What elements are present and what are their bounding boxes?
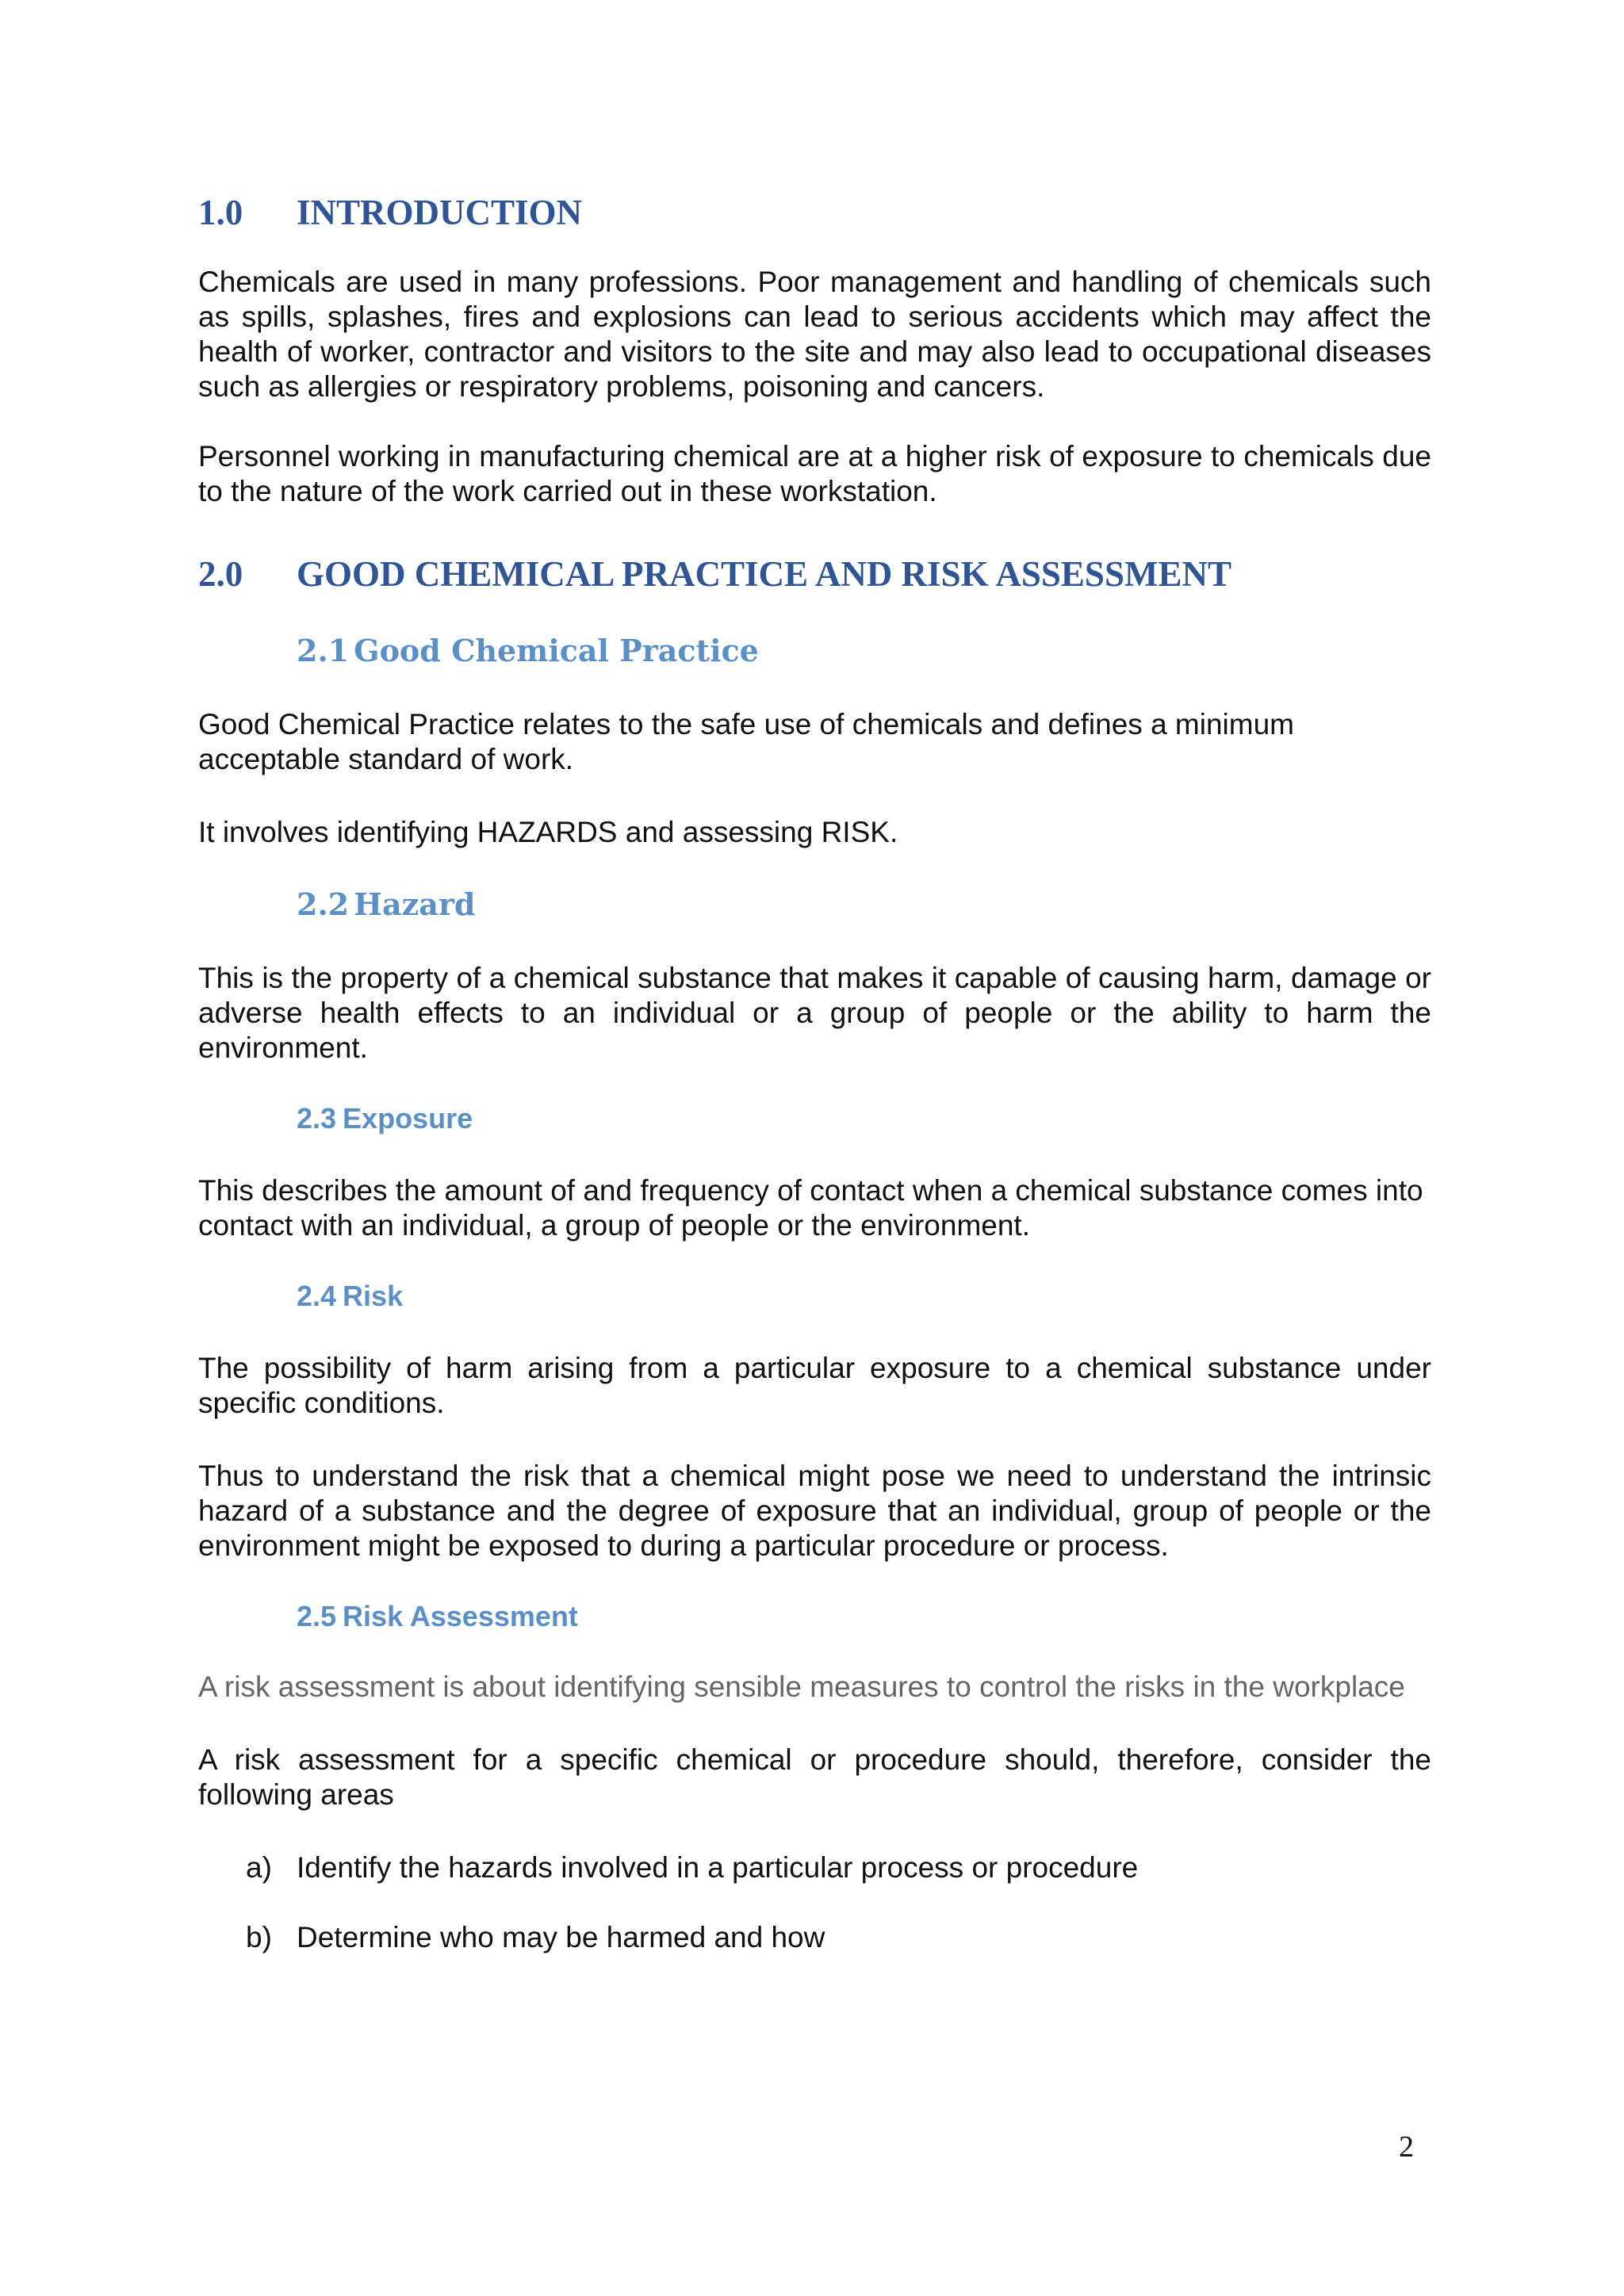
section-title: GOOD CHEMICAL PRACTICE AND RISK ASSESSMENT [297, 554, 1231, 594]
page-number: 2 [1399, 2130, 1414, 2164]
subsection-heading-hazard [297, 885, 1431, 924]
subsection-heading-risk [297, 1278, 1431, 1314]
risk-assessment-paragraph-1: A risk assessment is about identifying sensible measures to control the risks in the workplace [198, 1670, 1405, 1703]
intro-paragraph-1: Chemicals are used in many professions. Poor management and handling of chemicals such as spills, splashes, fires and explosions can lead to serious accidents which may affect the health of worker, contractor and visitors to the site and may also lead to occupational diseases such as allergies or respiratory problems, poisoning and cancers. [198, 266, 1431, 403]
subsection-number: 2.1 [297, 633, 350, 668]
subsection-title: Hazard [354, 886, 476, 922]
subsection-number: 2.3 [297, 1102, 337, 1135]
section-heading-introduction [198, 190, 1431, 235]
risk-assessment-list [198, 1850, 1431, 1955]
good-practice-paragraph-2: It involves identifying HAZARDS and assessing RISK. [198, 816, 898, 848]
list-item-text: Determine who may be harmed and how [297, 1921, 825, 1954]
list-marker: a) [246, 1851, 272, 1884]
subsection-number: 2.5 [297, 1600, 337, 1632]
subsection-number: 2.2 [297, 886, 350, 922]
hazard-paragraph: This is the property of a chemical substance that makes it capable of causing harm, damage or adverse health effects to an individual or a group of people or the ability to harm the environment. [198, 962, 1431, 1064]
list-item-text: Identify the hazards involved in a particular process or procedure [297, 1851, 1139, 1884]
list-item [246, 1920, 1431, 1955]
page-content [198, 190, 1431, 1955]
risk-paragraph-2: Thus to understand the risk that a chemical might pose we need to understand the intrinsic hazard of a substance and the degree of exposure that an individual, group of people or the environment might be exposed to during a particular procedure or process. [198, 1460, 1431, 1562]
section-number: 2.0 [198, 554, 243, 594]
subsection-title: Risk [343, 1280, 404, 1312]
list-item [246, 1850, 1431, 1885]
risk-paragraph-1: The possibility of harm arising from a particular exposure to a chemical substance under specific conditions. [198, 1352, 1431, 1419]
subsection-title: Risk Assessment [343, 1600, 578, 1632]
good-practice-paragraph-1: Good Chemical Practice relates to the safe use of chemicals and defines a minimum acceptable standard of work. [198, 708, 1294, 775]
list-marker: b) [246, 1921, 272, 1954]
section-heading-practice [198, 552, 1431, 596]
subsection-heading-exposure [297, 1100, 1431, 1137]
section-title: INTRODUCTION [297, 193, 583, 232]
subsection-title: Exposure [343, 1102, 473, 1135]
exposure-paragraph: This describes the amount of and frequency of contact when a chemical substance comes into contact with an individual, a group of people or the environment. [198, 1174, 1423, 1242]
subsection-heading-good-chemical-practice [297, 631, 1431, 671]
subsection-number: 2.4 [297, 1280, 337, 1312]
subsection-title: Good Chemical Practice [354, 633, 759, 668]
subsection-heading-risk-assessment [297, 1598, 1431, 1635]
intro-paragraph-2: Personnel working in manufacturing chemical are at a higher risk of exposure to chemicals due to the nature of the work carried out in these workstation. [198, 440, 1431, 507]
risk-assessment-paragraph-2: A risk assessment for a specific chemical or procedure should, therefore, consider the following areas [198, 1743, 1431, 1811]
section-number: 1.0 [198, 193, 243, 232]
